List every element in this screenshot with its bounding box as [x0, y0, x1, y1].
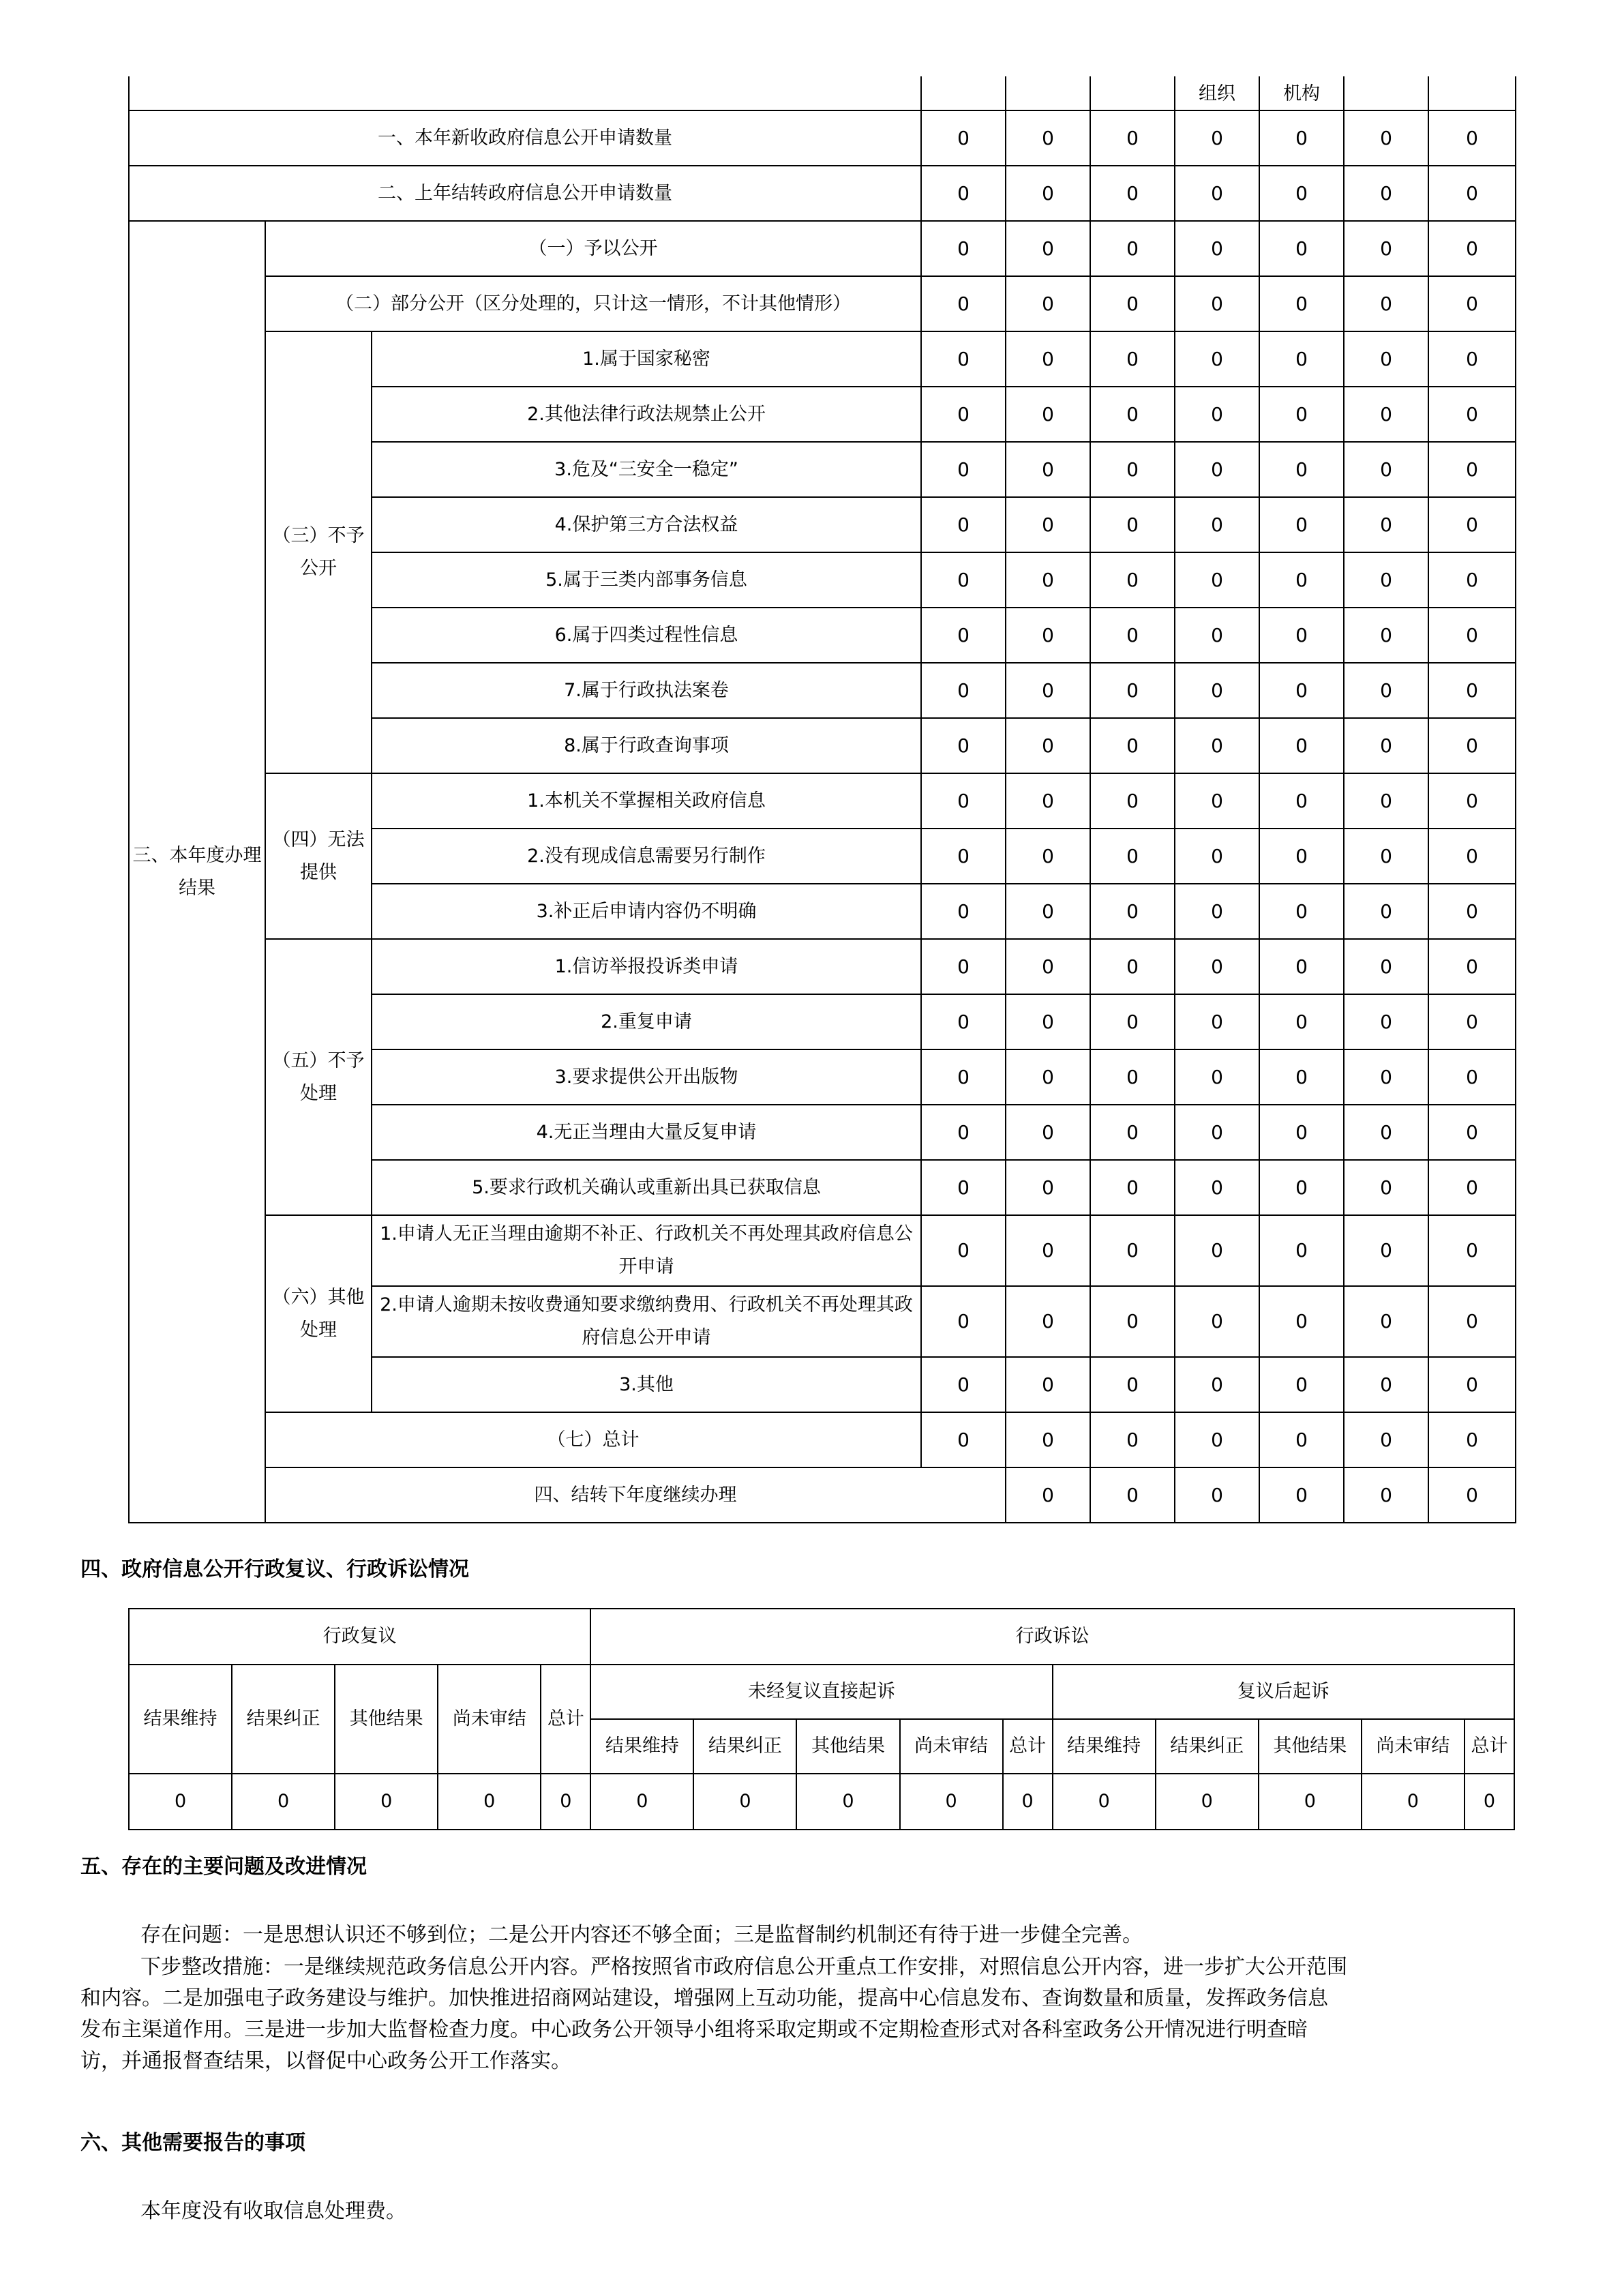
row-label: （七）总计: [265, 1412, 921, 1467]
value-cell: 0: [1175, 1286, 1259, 1357]
value-cell: 0: [129, 1774, 232, 1830]
value-cell: 0: [921, 884, 1006, 939]
value-cell: 0: [1090, 387, 1175, 442]
review-header: 行政复议: [129, 1609, 590, 1665]
value-cell: 0: [1090, 663, 1175, 718]
value-cell: 0: [1175, 497, 1259, 552]
value-cell: 0: [1428, 663, 1516, 718]
row-label: 8.属于行政查询事项: [372, 718, 921, 773]
col-header: 结果维持: [1053, 1719, 1156, 1774]
value-cell: 0: [1259, 1467, 1344, 1523]
value-cell: 0: [921, 387, 1006, 442]
column-header: [1428, 76, 1516, 110]
row-label: 3.其他: [372, 1357, 921, 1412]
value-cell: 0: [1344, 663, 1428, 718]
value-cell: 0: [1006, 884, 1090, 939]
value-cell: 0: [1344, 1049, 1428, 1105]
value-cell: 0: [1175, 166, 1259, 221]
value-cell: 0: [1175, 1412, 1259, 1467]
value-cell: 0: [1175, 442, 1259, 497]
group-label: 三、本年度办理结果: [129, 221, 265, 1523]
value-cell: 0: [1428, 1412, 1516, 1467]
value-cell: 0: [1259, 994, 1344, 1049]
value-cell: 0: [1175, 1105, 1259, 1160]
value-cell: 0: [1259, 442, 1344, 497]
value-cell: 0: [1344, 1412, 1428, 1467]
value-cell: 0: [1428, 1286, 1516, 1357]
col-header: 尚未审结: [438, 1665, 541, 1774]
value-cell: 0: [1090, 1357, 1175, 1412]
row-label: 5.属于三类内部事务信息: [372, 552, 921, 608]
subgroup-label: （五）不予处理: [265, 939, 372, 1215]
value-cell: 0: [1006, 939, 1090, 994]
value-cell: 0: [1428, 110, 1516, 166]
value-cell: 0: [1428, 442, 1516, 497]
value-cell: 0: [1259, 1774, 1362, 1830]
row-label: （一）予以公开: [265, 221, 921, 276]
value-cell: 0: [1428, 1105, 1516, 1160]
after-review-header: 复议后起诉: [1053, 1665, 1514, 1719]
value-cell: 0: [1006, 1357, 1090, 1412]
value-cell: 0: [1428, 387, 1516, 442]
application-stats-table: [128, 76, 1516, 1523]
value-cell: 0: [1090, 442, 1175, 497]
column-header: [1090, 76, 1175, 110]
value-cell: 0: [1090, 884, 1175, 939]
review-litigation-table: [128, 1608, 1515, 1830]
value-cell: 0: [1156, 1774, 1259, 1830]
value-cell: 0: [921, 663, 1006, 718]
value-cell: 0: [1344, 552, 1428, 608]
value-cell: 0: [1090, 110, 1175, 166]
row-label: 二、上年结转政府信息公开申请数量: [129, 166, 921, 221]
col-header: 结果纠正: [232, 1665, 335, 1774]
value-cell: 0: [1175, 1215, 1259, 1286]
row-label: 6.属于四类过程性信息: [372, 608, 921, 663]
value-cell: 0: [921, 718, 1006, 773]
col-header: 结果纠正: [693, 1719, 796, 1774]
value-cell: 0: [1090, 773, 1175, 829]
value-cell: 0: [921, 442, 1006, 497]
value-cell: 0: [1006, 497, 1090, 552]
value-cell: 0: [1090, 1412, 1175, 1467]
value-cell: 0: [1090, 1160, 1175, 1215]
value-cell: 0: [1259, 276, 1344, 331]
value-cell: 0: [1428, 1467, 1516, 1523]
subgroup-label: （三）不予公开: [265, 331, 372, 773]
value-cell: 0: [1259, 718, 1344, 773]
col-header: 其他结果: [796, 1719, 899, 1774]
value-cell: 0: [1006, 1286, 1090, 1357]
value-cell: 0: [921, 1160, 1006, 1215]
col-header: 结果维持: [129, 1665, 232, 1774]
value-cell: 0: [921, 221, 1006, 276]
value-cell: 0: [1259, 1049, 1344, 1105]
value-cell: 0: [1175, 994, 1259, 1049]
value-cell: 0: [1428, 331, 1516, 387]
problems-paragraph: 存在问题：一是思想认识还不够到位；二是公开内容还不够全面；三是监督制约机制还有待于进一步健全完善。: [140, 1923, 1143, 1947]
value-cell: 0: [1428, 608, 1516, 663]
col-header: 其他结果: [335, 1665, 438, 1774]
header-blank: [129, 76, 921, 110]
value-cell: 0: [1006, 829, 1090, 884]
value-cell: 0: [1344, 1357, 1428, 1412]
value-cell: 0: [1259, 1286, 1344, 1357]
value-cell: 0: [1344, 718, 1428, 773]
value-cell: 0: [1428, 773, 1516, 829]
value-cell: 0: [1428, 497, 1516, 552]
value-cell: 0: [1175, 387, 1259, 442]
value-cell: 0: [1344, 166, 1428, 221]
value-cell: 0: [438, 1774, 541, 1830]
value-cell: 0: [1006, 331, 1090, 387]
row-label: 2.其他法律行政法规禁止公开: [372, 387, 921, 442]
value-cell: 0: [1090, 829, 1175, 884]
value-cell: 0: [1259, 166, 1344, 221]
value-cell: 0: [1175, 1049, 1259, 1105]
value-cell: 0: [693, 1774, 796, 1830]
value-cell: 0: [1428, 1215, 1516, 1286]
value-cell: 0: [1090, 994, 1175, 1049]
col-header: 尚未审结: [1362, 1719, 1465, 1774]
value-cell: 0: [921, 1412, 1006, 1467]
value-cell: 0: [1465, 1774, 1514, 1830]
value-cell: 0: [921, 110, 1006, 166]
value-cell: 0: [1259, 884, 1344, 939]
value-cell: 0: [1259, 1215, 1344, 1286]
column-header: [921, 76, 1006, 110]
value-cell: 0: [900, 1774, 1003, 1830]
measures-line: 发布主渠道作用。三是进一步加大监督检查力度。中心政务公开领导小组将采取定期或不定期检查形式对各科室政务公开情况进行明查暗: [80, 2018, 1308, 2042]
value-cell: 0: [1006, 773, 1090, 829]
value-cell: 0: [1090, 1105, 1175, 1160]
value-cell: 0: [1259, 497, 1344, 552]
value-cell: 0: [1344, 497, 1428, 552]
value-cell: 0: [1090, 552, 1175, 608]
value-cell: 0: [1090, 939, 1175, 994]
value-cell: 0: [541, 1774, 590, 1830]
row-label: 3.补正后申请内容仍不明确: [372, 884, 921, 939]
row-label: 2.重复申请: [372, 994, 921, 1049]
subgroup-label: （六）其他处理: [265, 1215, 372, 1412]
row-label: 四、结转下年度继续办理: [265, 1467, 1006, 1523]
value-cell: 0: [1344, 1160, 1428, 1215]
value-cell: 0: [1090, 1049, 1175, 1105]
value-cell: 0: [1006, 221, 1090, 276]
row-label: 3.危及“三安全一稳定”: [372, 442, 921, 497]
value-cell: 0: [1344, 1286, 1428, 1357]
value-cell: 0: [921, 276, 1006, 331]
value-cell: 0: [1428, 1160, 1516, 1215]
value-cell: 0: [1006, 387, 1090, 442]
column-header: [1344, 76, 1428, 110]
value-cell: 0: [1259, 552, 1344, 608]
row-label: 7.属于行政执法案卷: [372, 663, 921, 718]
value-cell: 0: [921, 331, 1006, 387]
value-cell: 0: [1175, 829, 1259, 884]
direct-suit-header: 未经复议直接起诉: [590, 1665, 1052, 1719]
value-cell: 0: [1428, 552, 1516, 608]
value-cell: 0: [1090, 331, 1175, 387]
value-cell: 0: [1090, 276, 1175, 331]
value-cell: 0: [1006, 1467, 1090, 1523]
value-cell: 0: [1090, 497, 1175, 552]
value-cell: 0: [1175, 663, 1259, 718]
value-cell: 0: [1344, 939, 1428, 994]
value-cell: 0: [1428, 221, 1516, 276]
section5-heading: 五、存在的主要问题及改进情况: [80, 1855, 367, 1879]
value-cell: 0: [1090, 221, 1175, 276]
value-cell: 0: [1428, 884, 1516, 939]
value-cell: 0: [335, 1774, 438, 1830]
value-cell: 0: [1175, 1160, 1259, 1215]
value-cell: 0: [1259, 1160, 1344, 1215]
value-cell: 0: [232, 1774, 335, 1830]
value-cell: 0: [1344, 442, 1428, 497]
value-cell: 0: [1344, 1105, 1428, 1160]
value-cell: 0: [1006, 442, 1090, 497]
value-cell: 0: [1175, 884, 1259, 939]
value-cell: 0: [1175, 1467, 1259, 1523]
value-cell: 0: [1428, 1049, 1516, 1105]
litigation-header: 行政诉讼: [590, 1609, 1514, 1665]
value-cell: 0: [1175, 276, 1259, 331]
value-cell: 0: [1344, 773, 1428, 829]
value-cell: 0: [1006, 276, 1090, 331]
value-cell: 0: [921, 608, 1006, 663]
value-cell: 0: [1006, 552, 1090, 608]
value-cell: 0: [1006, 718, 1090, 773]
value-cell: 0: [921, 1049, 1006, 1105]
value-cell: 0: [1344, 608, 1428, 663]
value-cell: 0: [1006, 166, 1090, 221]
value-cell: 0: [1006, 1215, 1090, 1286]
value-cell: 0: [796, 1774, 899, 1830]
col-header: 结果维持: [590, 1719, 693, 1774]
value-cell: 0: [921, 829, 1006, 884]
value-cell: 0: [1344, 994, 1428, 1049]
value-cell: 0: [1259, 939, 1344, 994]
row-label: 一、本年新收政府信息公开申请数量: [129, 110, 921, 166]
column-header: 组织: [1175, 76, 1259, 110]
value-cell: 0: [1428, 829, 1516, 884]
value-cell: 0: [1344, 1215, 1428, 1286]
value-cell: 0: [1259, 221, 1344, 276]
value-cell: 0: [1259, 387, 1344, 442]
column-header: 机构: [1259, 76, 1344, 110]
row-label: 1.申请人无正当理由逾期不补正、行政机关不再处理其政府信息公开申请: [372, 1215, 921, 1286]
row-label: 5.要求行政机关确认或重新出具已获取信息: [372, 1160, 921, 1215]
row-label: 4.无正当理由大量反复申请: [372, 1105, 921, 1160]
value-cell: 0: [1428, 718, 1516, 773]
value-cell: 0: [921, 939, 1006, 994]
value-cell: 0: [1090, 608, 1175, 663]
value-cell: 0: [1344, 884, 1428, 939]
value-cell: 0: [1175, 110, 1259, 166]
value-cell: 0: [921, 497, 1006, 552]
col-header: 总计: [1003, 1719, 1053, 1774]
value-cell: 0: [1175, 331, 1259, 387]
col-header: 总计: [1465, 1719, 1514, 1774]
other-matters-paragraph: 本年度没有收取信息处理费。: [140, 2199, 406, 2223]
value-cell: 0: [921, 1105, 1006, 1160]
value-cell: 0: [1259, 1357, 1344, 1412]
value-cell: 0: [1428, 939, 1516, 994]
measures-line: 访，并通报督查结果，以督促中心政务公开工作落实。: [80, 2049, 571, 2073]
row-label: （二）部分公开（区分处理的，只计这一情形，不计其他情形）: [265, 276, 921, 331]
value-cell: 0: [1428, 276, 1516, 331]
value-cell: 0: [1090, 1215, 1175, 1286]
value-cell: 0: [1003, 1774, 1053, 1830]
col-header: 尚未审结: [900, 1719, 1003, 1774]
value-cell: 0: [1362, 1774, 1465, 1830]
value-cell: 0: [1006, 994, 1090, 1049]
row-label: 1.属于国家秘密: [372, 331, 921, 387]
value-cell: 0: [1006, 110, 1090, 166]
value-cell: 0: [1259, 829, 1344, 884]
value-cell: 0: [1006, 1160, 1090, 1215]
col-header: 其他结果: [1259, 1719, 1362, 1774]
value-cell: 0: [1344, 276, 1428, 331]
value-cell: 0: [1344, 829, 1428, 884]
value-cell: 0: [1090, 166, 1175, 221]
value-cell: 0: [1006, 663, 1090, 718]
value-cell: 0: [1259, 110, 1344, 166]
value-cell: 0: [1259, 663, 1344, 718]
row-label: 4.保护第三方合法权益: [372, 497, 921, 552]
col-header: 结果纠正: [1156, 1719, 1259, 1774]
value-cell: 0: [1175, 939, 1259, 994]
value-cell: 0: [1006, 1105, 1090, 1160]
value-cell: 0: [1344, 110, 1428, 166]
value-cell: 0: [921, 1215, 1006, 1286]
value-cell: 0: [1428, 1357, 1516, 1412]
value-cell: 0: [1344, 331, 1428, 387]
value-cell: 0: [1259, 331, 1344, 387]
value-cell: 0: [921, 1357, 1006, 1412]
value-cell: 0: [590, 1774, 693, 1830]
value-cell: 0: [921, 552, 1006, 608]
subgroup-label: （四）无法提供: [265, 773, 372, 939]
value-cell: 0: [1259, 1412, 1344, 1467]
section4-heading: 四、政府信息公开行政复议、行政诉讼情况: [80, 1557, 469, 1581]
value-cell: 0: [1259, 773, 1344, 829]
row-label: 1.信访举报投诉类申请: [372, 939, 921, 994]
value-cell: 0: [1053, 1774, 1156, 1830]
section6-heading: 六、其他需要报告的事项: [80, 2131, 305, 2155]
value-cell: 0: [1344, 221, 1428, 276]
value-cell: 0: [1175, 1357, 1259, 1412]
row-label: 2.申请人逾期未按收费通知要求缴纳费用、行政机关不再处理其政府信息公开申请: [372, 1286, 921, 1357]
value-cell: 0: [1175, 552, 1259, 608]
value-cell: 0: [1428, 166, 1516, 221]
value-cell: 0: [1175, 608, 1259, 663]
value-cell: 0: [1428, 994, 1516, 1049]
value-cell: 0: [1006, 1049, 1090, 1105]
value-cell: 0: [1090, 1467, 1175, 1523]
col-header: 总计: [541, 1665, 590, 1774]
measures-line: 下步整改措施：一是继续规范政务信息公开内容。严格按照省市政府信息公开重点工作安排，对照信息公开内容，进一步扩大公开范围: [140, 1955, 1347, 1979]
value-cell: 0: [1175, 773, 1259, 829]
measures-line: 和内容。二是加强电子政务建设与维护。加快推进招商网站建设，增强网上互动功能，提高中心信息发布、查询数量和质量，发挥政务信息: [80, 1986, 1328, 2010]
row-label: 1.本机关不掌握相关政府信息: [372, 773, 921, 829]
value-cell: 0: [1006, 608, 1090, 663]
value-cell: 0: [1344, 1467, 1428, 1523]
value-cell: 0: [1006, 1412, 1090, 1467]
value-cell: 0: [1175, 718, 1259, 773]
value-cell: 0: [1090, 1286, 1175, 1357]
value-cell: 0: [1344, 387, 1428, 442]
value-cell: 0: [1090, 718, 1175, 773]
value-cell: 0: [1175, 221, 1259, 276]
column-header: [1006, 76, 1090, 110]
row-label: 2.没有现成信息需要另行制作: [372, 829, 921, 884]
row-label: 3.要求提供公开出版物: [372, 1049, 921, 1105]
value-cell: 0: [921, 773, 1006, 829]
value-cell: 0: [921, 994, 1006, 1049]
value-cell: 0: [1259, 1105, 1344, 1160]
value-cell: 0: [1259, 608, 1344, 663]
value-cell: 0: [921, 1286, 1006, 1357]
value-cell: 0: [921, 166, 1006, 221]
